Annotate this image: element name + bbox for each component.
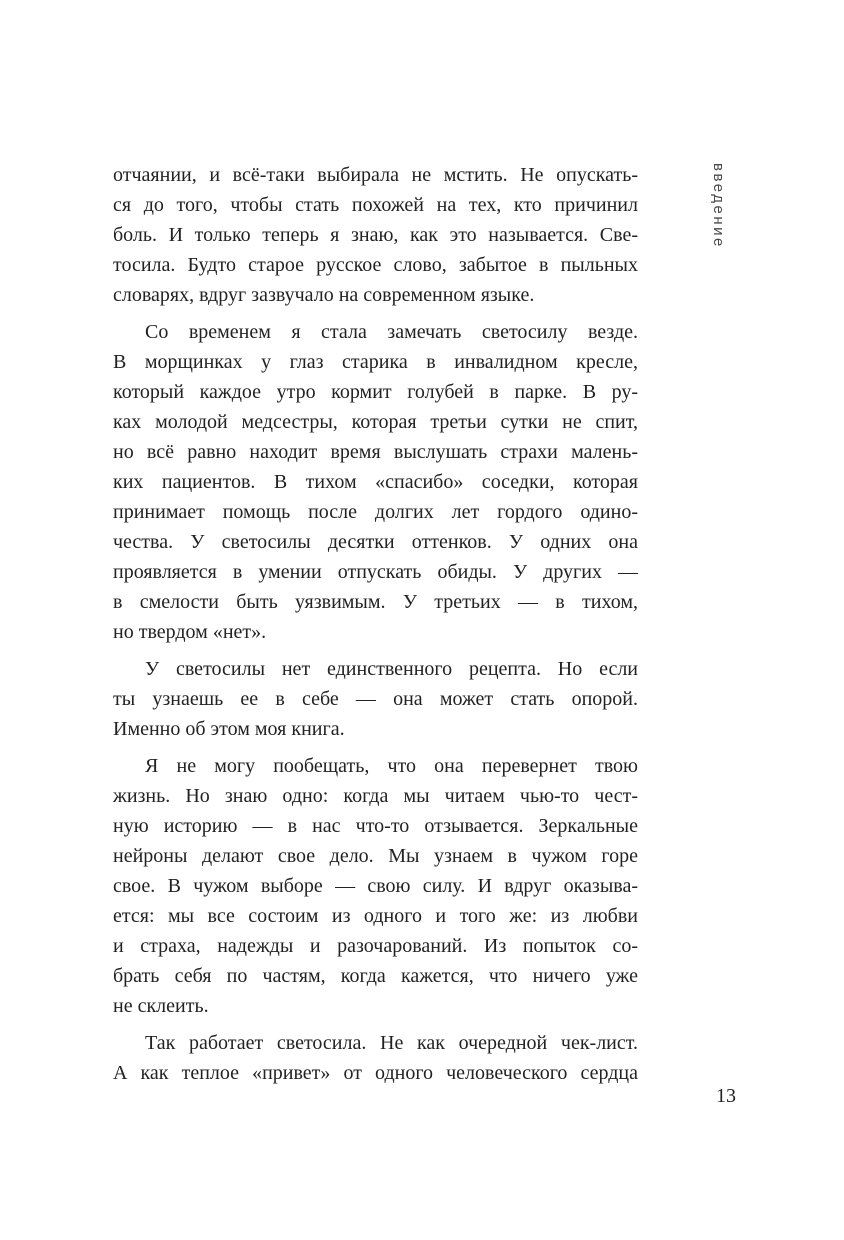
text-line: свое. В чужом выборе — свою силу. И вдруг оказыва- xyxy=(113,875,638,897)
text-line: ках молодой медсестры, которая третьи сутки не спит, xyxy=(113,411,638,433)
text-line: ную историю — в нас что-то отзывается. Зеркальные xyxy=(113,815,638,837)
text-line: брать себя по частям, когда кажется, что ничего уже xyxy=(113,965,638,987)
text-line: чества. У светосилы десятки оттенков. У одних она xyxy=(113,531,638,553)
text-line: боль. И только теперь я знаю, как это называется. Све- xyxy=(113,224,638,246)
paragraph xyxy=(113,160,638,310)
text-line: но всё равно находит время выслушать страхи малень- xyxy=(113,441,638,463)
text-line: Я не могу пообещать, что она перевернет твою xyxy=(145,755,638,777)
text-line: в смелости быть уязвимым. У третьих — в тихом, xyxy=(113,591,638,613)
text-line: отчаянии, и всё-таки выбирала не мстить. Не опускать- xyxy=(113,164,638,186)
text-line: словарях, вдруг зазвучало на современном языке. xyxy=(113,284,535,306)
paragraph xyxy=(113,654,638,744)
text-line: тосила. Будто старое русское слово, забытое в пыльных xyxy=(113,254,638,276)
text-line: ся до того, чтобы стать похожей на тех, кто причинил xyxy=(113,194,638,216)
text-line: и страха, надежды и разочарований. Из попыток со- xyxy=(113,935,638,957)
text-line: Так работает светосила. Не как очередной чек-лист. xyxy=(145,1032,638,1054)
running-head-vertical: введение xyxy=(710,163,727,249)
page-text xyxy=(113,160,638,1088)
text-line: который каждое утро кормит голубей в парке. В ру- xyxy=(113,381,638,403)
text-line: В морщинках у глаз старика в инвалидном кресле, xyxy=(113,351,638,373)
text-line: ется: мы все состоим из одного и того же: из любви xyxy=(113,905,638,927)
text-line: А как теплое «привет» от одного человеческого сердца xyxy=(113,1062,638,1084)
page-number: 13 xyxy=(716,1085,736,1107)
paragraph xyxy=(113,1028,638,1088)
text-line: У светосилы нет единственного рецепта. Но если xyxy=(145,658,638,680)
text-line: Со временем я стала замечать светосилу везде. xyxy=(145,321,638,343)
text-line: Именно об этом моя книга. xyxy=(113,718,345,740)
text-line: но твердом «нет». xyxy=(113,621,267,643)
text-line: ких пациентов. В тихом «спасибо» соседки, которая xyxy=(113,471,638,493)
text-line: нейроны делают свое дело. Мы узнаем в чужом горе xyxy=(113,845,638,867)
text-line: принимает помощь после долгих лет гордого одино- xyxy=(113,501,638,523)
text-line: не склеить. xyxy=(113,995,209,1017)
paragraph xyxy=(113,317,638,647)
text-line: проявляется в умении отпускать обиды. У других — xyxy=(113,561,638,583)
text-line: ты узнаешь ее в себе — она может стать опорой. xyxy=(113,688,638,710)
paragraph xyxy=(113,751,638,1021)
text-line: жизнь. Но знаю одно: когда мы читаем чью-то чест- xyxy=(113,785,638,807)
